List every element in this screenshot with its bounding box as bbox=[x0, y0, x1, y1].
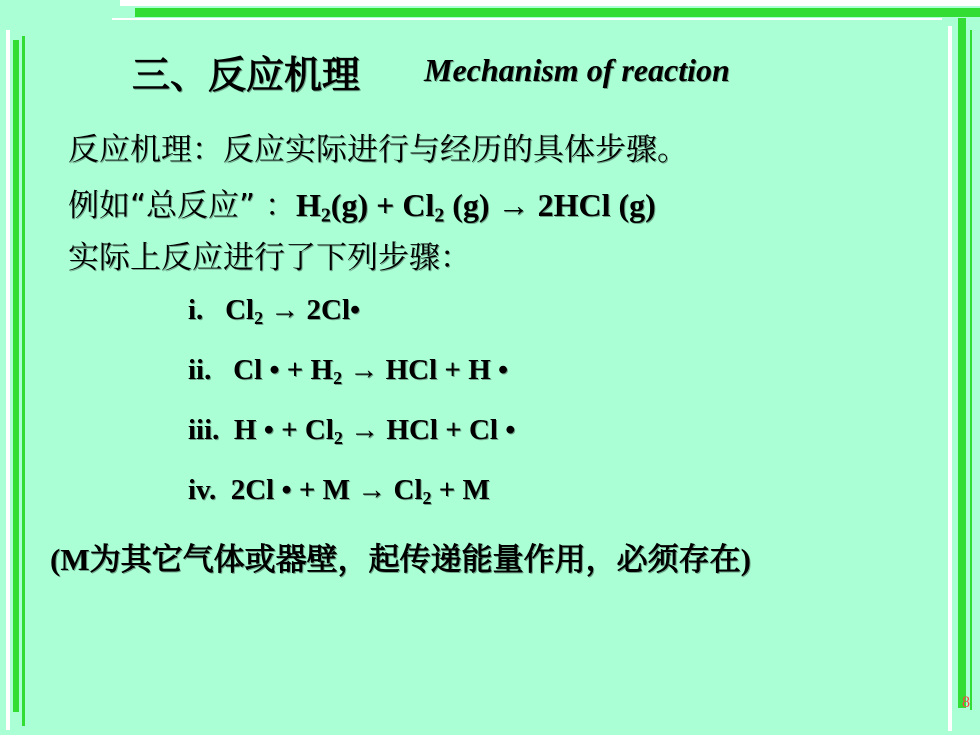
left-bar-light bbox=[6, 30, 10, 730]
arrow-icon: → bbox=[357, 474, 387, 506]
step-2: ii. Cl • + $H_2$ → HCl + H • bbox=[188, 354, 509, 389]
definition-text: 反应机理：反应实际进行与经历的具体步骤。 bbox=[68, 132, 688, 168]
step-label: iii. bbox=[188, 414, 220, 446]
left-bar-green bbox=[13, 40, 19, 712]
step-label: i. bbox=[188, 294, 204, 326]
step-1: i. $Cl_2$ → 2Cl• bbox=[188, 294, 361, 329]
example-line bbox=[68, 180, 656, 228]
overall-equation: $H_2(g) + Cl_2$ (g) → 2HCl (g) bbox=[295, 187, 656, 227]
page-title: 三、反应机理 bbox=[132, 53, 361, 97]
left-bar-thin bbox=[22, 36, 25, 726]
right-bar-light bbox=[948, 26, 952, 731]
top-bar-light bbox=[120, 0, 980, 6]
step-3: iii. H • + $Cl_2$ → HCl + Cl • bbox=[188, 414, 516, 449]
page-number: 8 bbox=[962, 694, 970, 711]
note-text: (M为其它气体或器壁，起传递能量作用，必须存在) bbox=[50, 542, 751, 578]
example-prefix: 例如“总反应” ： bbox=[68, 188, 296, 224]
step-4: iv. 2Cl • + $M \to Cl_2 + M$ bbox=[188, 474, 490, 509]
right-bar-thin bbox=[970, 30, 972, 710]
right-bar-green bbox=[958, 18, 966, 708]
arrow-icon: → bbox=[270, 294, 300, 326]
steps-intro: 实际上反应进行了下列步骤： bbox=[68, 240, 471, 276]
step-label: ii. bbox=[188, 354, 212, 386]
arrow-icon: → bbox=[349, 354, 379, 386]
top-bar-thin bbox=[112, 18, 942, 20]
arrow-icon: → bbox=[350, 414, 380, 446]
arrow-icon: → bbox=[497, 187, 530, 223]
step-label: iv. bbox=[188, 474, 217, 506]
top-bar-green bbox=[135, 8, 980, 17]
page-title-english: Mechanism of reaction bbox=[424, 52, 730, 88]
